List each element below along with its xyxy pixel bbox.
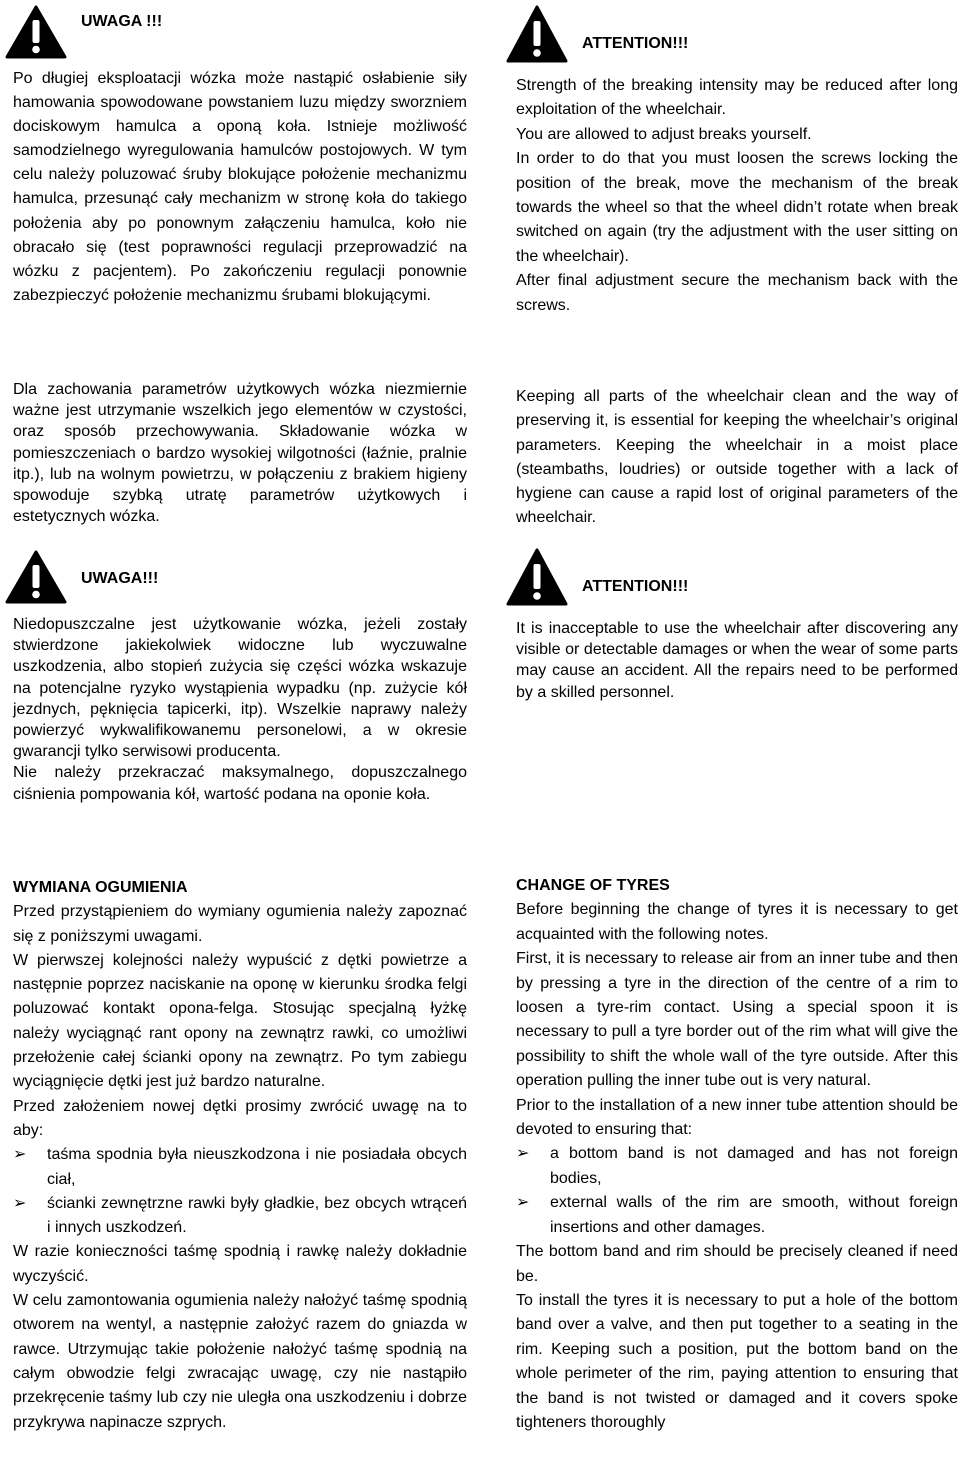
list-item — [13, 1143, 467, 1192]
list-item-text: ścianki zewnętrzne rawki były gładkie, bez obcych wtrąceń i innych uszkodzeń. — [47, 1194, 467, 1237]
warning-paragraph: You are allowed to adjust breaks yourself. — [516, 125, 812, 143]
paragraph: Przed przystąpieniem do wymiany ogumienia należy zapoznać się z poniższymi uwagami. — [13, 903, 467, 945]
paragraph: First, it is necessary to release air from an inner tube and then by pressing a tyre in the direction of the centre of a rim to loosen a tyre-rim contact. Using a special spoon it is necessary to pull a tyre border out of the rim what will give the possibility to shift the whole wall of the tyre outside. After this operation pulling the inner tube out is very natural. — [516, 950, 958, 1090]
bullet-list — [13, 1143, 467, 1240]
list-item-text: external walls of the rim are smooth, without foreign insertions and other damages. — [550, 1194, 958, 1236]
paragraph: The bottom band and rim should be precisely cleaned if need be. — [516, 1243, 958, 1285]
warning-paragraph: It is inacceptable to use the wheelchair after discovering any visible or detectable damages or when the wear of some parts may cause an accident. All the repairs need to be performed by a skilled personnel. — [516, 620, 958, 701]
list-item — [516, 1191, 958, 1240]
arrowhead-bullet-icon: ➢ — [13, 1146, 27, 1164]
section-title: CHANGE OF TYRES — [516, 877, 670, 894]
warning-text-block — [516, 74, 958, 318]
paragraph: Przed założeniem nowej dętki prosimy zwrócić uwagę na to aby: — [13, 1097, 467, 1139]
warning-title: UWAGA!!! — [81, 570, 159, 587]
paragraph: Prior to the installation of a new inner tube attention should be devoted to ensuring that: — [516, 1096, 958, 1139]
paragraph: W razie konieczności taśmę spodnią i rawkę należy dokładnie wyczyścić. — [13, 1243, 467, 1285]
warning-header-left-1 — [5, 5, 162, 59]
warning-paragraph: Po długiej eksploatacji wózka może nastąpić osłabienie siły hamowania spowodowane powstaniem luzu między sworzniem dociskowym hamulca a oponą koła. Istnieje możliwość samodzielnego wyregulowania hamulców postojowych. W tym celu należy poluzować śruby blokujące położenie mechanizmu hamulca, przesunąć cały mechanizm w stronę koła do takiego położenia aby po ponownym załączeniu hamulca, koło nie obracało się (test poprawności regulacji przeprowadzić na wózku z pacjentem). Po zakończeniu regulacji ponownie zabezpieczyć położenie mechanizmu śrubami blokującymi. — [13, 70, 467, 304]
care-text-block — [516, 385, 958, 531]
arrowhead-bullet-icon: ➢ — [13, 1194, 27, 1212]
list-item — [13, 1192, 467, 1241]
tyres-section — [516, 874, 958, 1435]
warning-paragraph: Strength of the breaking intensity may be reduced after long exploitation of the wheelchair. — [516, 77, 958, 119]
warning-title: ATTENTION!!! — [582, 578, 689, 595]
warning-paragraph: Nie należy przekraczać maksymalnego, dopuszczalnego ciśnienia pompowania kół, wartość podana na oponie koła. — [13, 764, 467, 803]
paragraph: Before beginning the change of tyres it is necessary to get acquainted with the following notes. — [516, 901, 958, 943]
warning-text-block — [13, 67, 467, 308]
care-paragraph: Keeping all parts of the wheelchair clean and the way of preserving it, is essential for keeping the wheelchair’s original parameters. Keeping the wheelchair in a moist place (steambaths, loudries) or outside together with a lack of hygiene can cause a rapid lost of original parameters of the wheelchair. — [516, 388, 958, 527]
warning-triangle-icon — [5, 550, 67, 604]
paragraph: W pierwszej kolejności należy wypuścić z dętki powietrze a następnie poprzez naciskanie na oponę w kierunku środka felgi poluzować kontakt opona-felga. Stosując specjalną łyżkę należy wyciągnąć rant opony na zewnątrz rawki, co umożliwi przełożenie całej ścianki opony na zewnątrz. Po tym zabiegu wyciągnięcie dętki jest już bardzo naturalne. — [13, 951, 467, 1091]
warning-text-block — [516, 618, 958, 703]
warning-paragraph: In order to do that you must loosen the screws locking the position of the break, move the mechanism of the break towards the wheel so that the wheel didn’t rotate when break switched on again (try the adjustment with the user sitting on the wheelchair). — [516, 150, 958, 265]
warning-triangle-icon — [5, 5, 67, 59]
bullet-list — [516, 1142, 958, 1240]
warning-header-right-1 — [506, 5, 688, 63]
warning-paragraph: After final adjustment secure the mechanism back with the screws. — [516, 272, 958, 314]
arrowhead-bullet-icon: ➢ — [516, 1145, 530, 1163]
tyres-section — [13, 876, 467, 1435]
warning-title: UWAGA !!! — [81, 13, 163, 30]
list-item-text: a bottom band is not damaged and has not foreign bodies, — [550, 1145, 958, 1187]
care-paragraph: Dla zachowania parametrów użytkowych wózka niezmiernie ważne jest utrzymanie wszelkich jego elementów w czystości, oraz sposób przechowywania. Składowanie wózka w pomieszczeniach o bardzo wysokiej wilgotności (łaźnie, pralnie itp.), lub na wolnym powietrzu, w połączeniu z brakiem higieny spowoduje szybką utratę parametrów użytkowych i estetycznych wózka. — [13, 381, 467, 526]
warning-header-right-2 — [506, 548, 688, 606]
warning-triangle-icon — [506, 548, 568, 606]
warning-text-block — [13, 614, 467, 805]
paragraph: W celu zamontowania ogumienia należy nałożyć taśmę spodnią otworem na wentyl, a następnie założyć razem do gniazda w rawce. Utrzymując takie położenie nałożyć taśmę spodnią na całym obwodzie felgi zwracając uwagę, czy nie nastąpiło przekręcenie taśmy lub czy nie uległa ona uszkodzeniu i dobrze przykrywa napinacze szprych. — [13, 1292, 467, 1431]
warning-title: ATTENTION!!! — [582, 35, 689, 52]
arrowhead-bullet-icon: ➢ — [516, 1194, 530, 1212]
care-text-block — [13, 379, 467, 527]
warning-paragraph: Niedopuszczalne jest użytkowanie wózka, jeżeli zostały stwierdzone jakiekolwiek widoczne lub wyczuwalne uszkodzenia, albo stopień zużycia się części wózka wskazuje na potencjalne ryzyko wystąpienia wypadku (np. zużycie kół jezdnych, pęknięcia tapicerki, itp). Wszelkie naprawy należy powierzyć wykwalifikowanemu personelowi, a w okresie gwarancji tylko serwisowi producenta. — [13, 616, 467, 761]
warning-triangle-icon — [506, 5, 568, 63]
warning-header-left-2 — [5, 550, 158, 604]
list-item-text: taśma spodnia była nieuszkodzona i nie posiadała obcych ciał, — [47, 1146, 467, 1188]
paragraph: To install the tyres it is necessary to put a hole of the bottom band over a valve, and then put together to a seating in the rim. Keeping such a position, put the bottom band on the whole perimeter of the rim, paying attention to ensuring that the band is not twisted or damaged and it covers spoke tighteners thoroughly — [516, 1291, 958, 1431]
list-item — [516, 1142, 958, 1191]
section-title: WYMIANA OGUMIENIA — [13, 879, 188, 896]
